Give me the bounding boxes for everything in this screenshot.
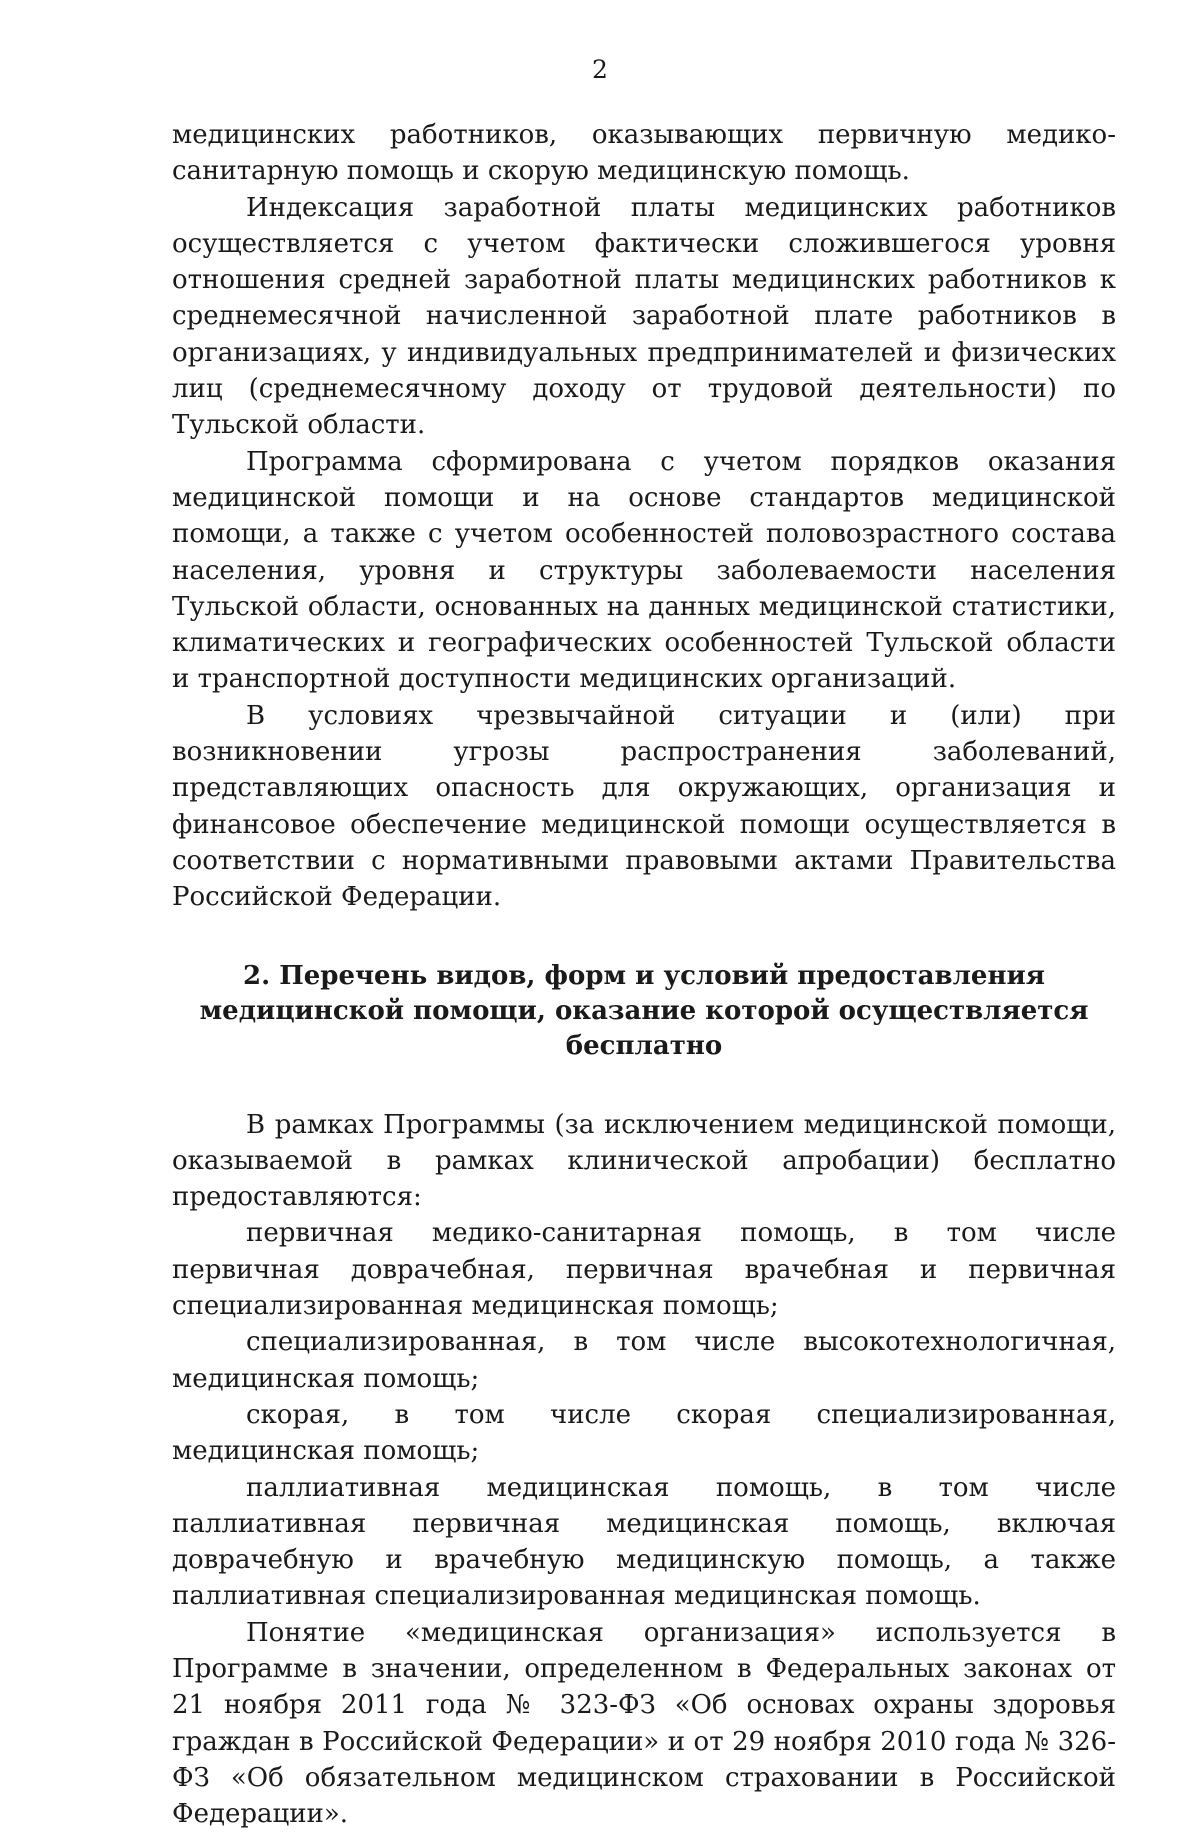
- page-number: 2: [592, 55, 608, 84]
- paragraph: специализированная, в том числе высокотехнологичная, медицинская помощь;: [172, 1327, 1116, 1394]
- paragraph: Программа сформирована с учетом порядков оказания медицинской помощи и на основе стандартов медицинской помощи, а также с учетом особенностей половозрастного состава населения, уровня и структуры заболеваемости населения Тульской области, основанных на данных медицинской статистики, климатических и географических особенностей Тульской области и транспортной доступности медицинских организаций.: [172, 446, 1116, 695]
- paragraph: медицинских работников, оказывающих первичную медико-санитарную помощь и скорую медицинскую помощь.: [172, 120, 1116, 187]
- paragraph: скорая, в том числе скорая специализированная, медицинская помощь;: [172, 1399, 1116, 1467]
- paragraph: Индексация заработной платы медицинских работников осуществляется с учетом фактически сложившегося уровня отношения средней заработной платы медицинских работников к среднемесячной начисленной заработной плате работников в организациях, у индивидуальных предпринимателей и физических лиц (среднемесячному доходу от трудовой деятельности) по Тульской области.: [172, 192, 1116, 441]
- section-heading: [172, 959, 1116, 1064]
- paragraph: паллиативная медицинская помощь, в том числе паллиативная первичная медицинская помощь, включая доврачебную и врачебную медицинскую помощь, а также паллиативная специализированная медицинская помощь.: [172, 1472, 1116, 1612]
- paragraph: В рамках Программы (за исключением медицинской помощи, оказываемой в рамках клинической апробации) бесплатно предоставляются:: [172, 1109, 1116, 1213]
- section-heading-line-1: 2. Перечень видов, форм и условий предоставления: [243, 960, 1045, 991]
- paragraph: первичная медико-санитарная помощь, в том числе первичная доврачебная, первичная врачебная и первичная специализированная медицинская помощь;: [172, 1218, 1116, 1322]
- paragraph: В условиях чрезвычайной ситуации и (или) при возникновении угрозы распространения заболеваний, представляющих опасность для окружающих, организация и финансовое обеспечение медицинской помощи осуществляется в соответствии с нормативными правовыми актами Правительства Российской Федерации.: [172, 700, 1116, 913]
- document-body: [172, 117, 1116, 1832]
- section-heading-line-2: медицинской помощи, оказание которой осуществляется бесплатно: [199, 995, 1089, 1061]
- paragraph: Понятие «медицинская организация» используется в Программе в значении, определенном в Федеральных законах от 21 ноября 2011 года № 323-ФЗ «Об основах охраны здоровья граждан в Российской Федерации» и от 29 ноября 2010 года № 326-ФЗ «Об обязательном медицинском страховании в Российской Федерации».: [172, 1617, 1116, 1830]
